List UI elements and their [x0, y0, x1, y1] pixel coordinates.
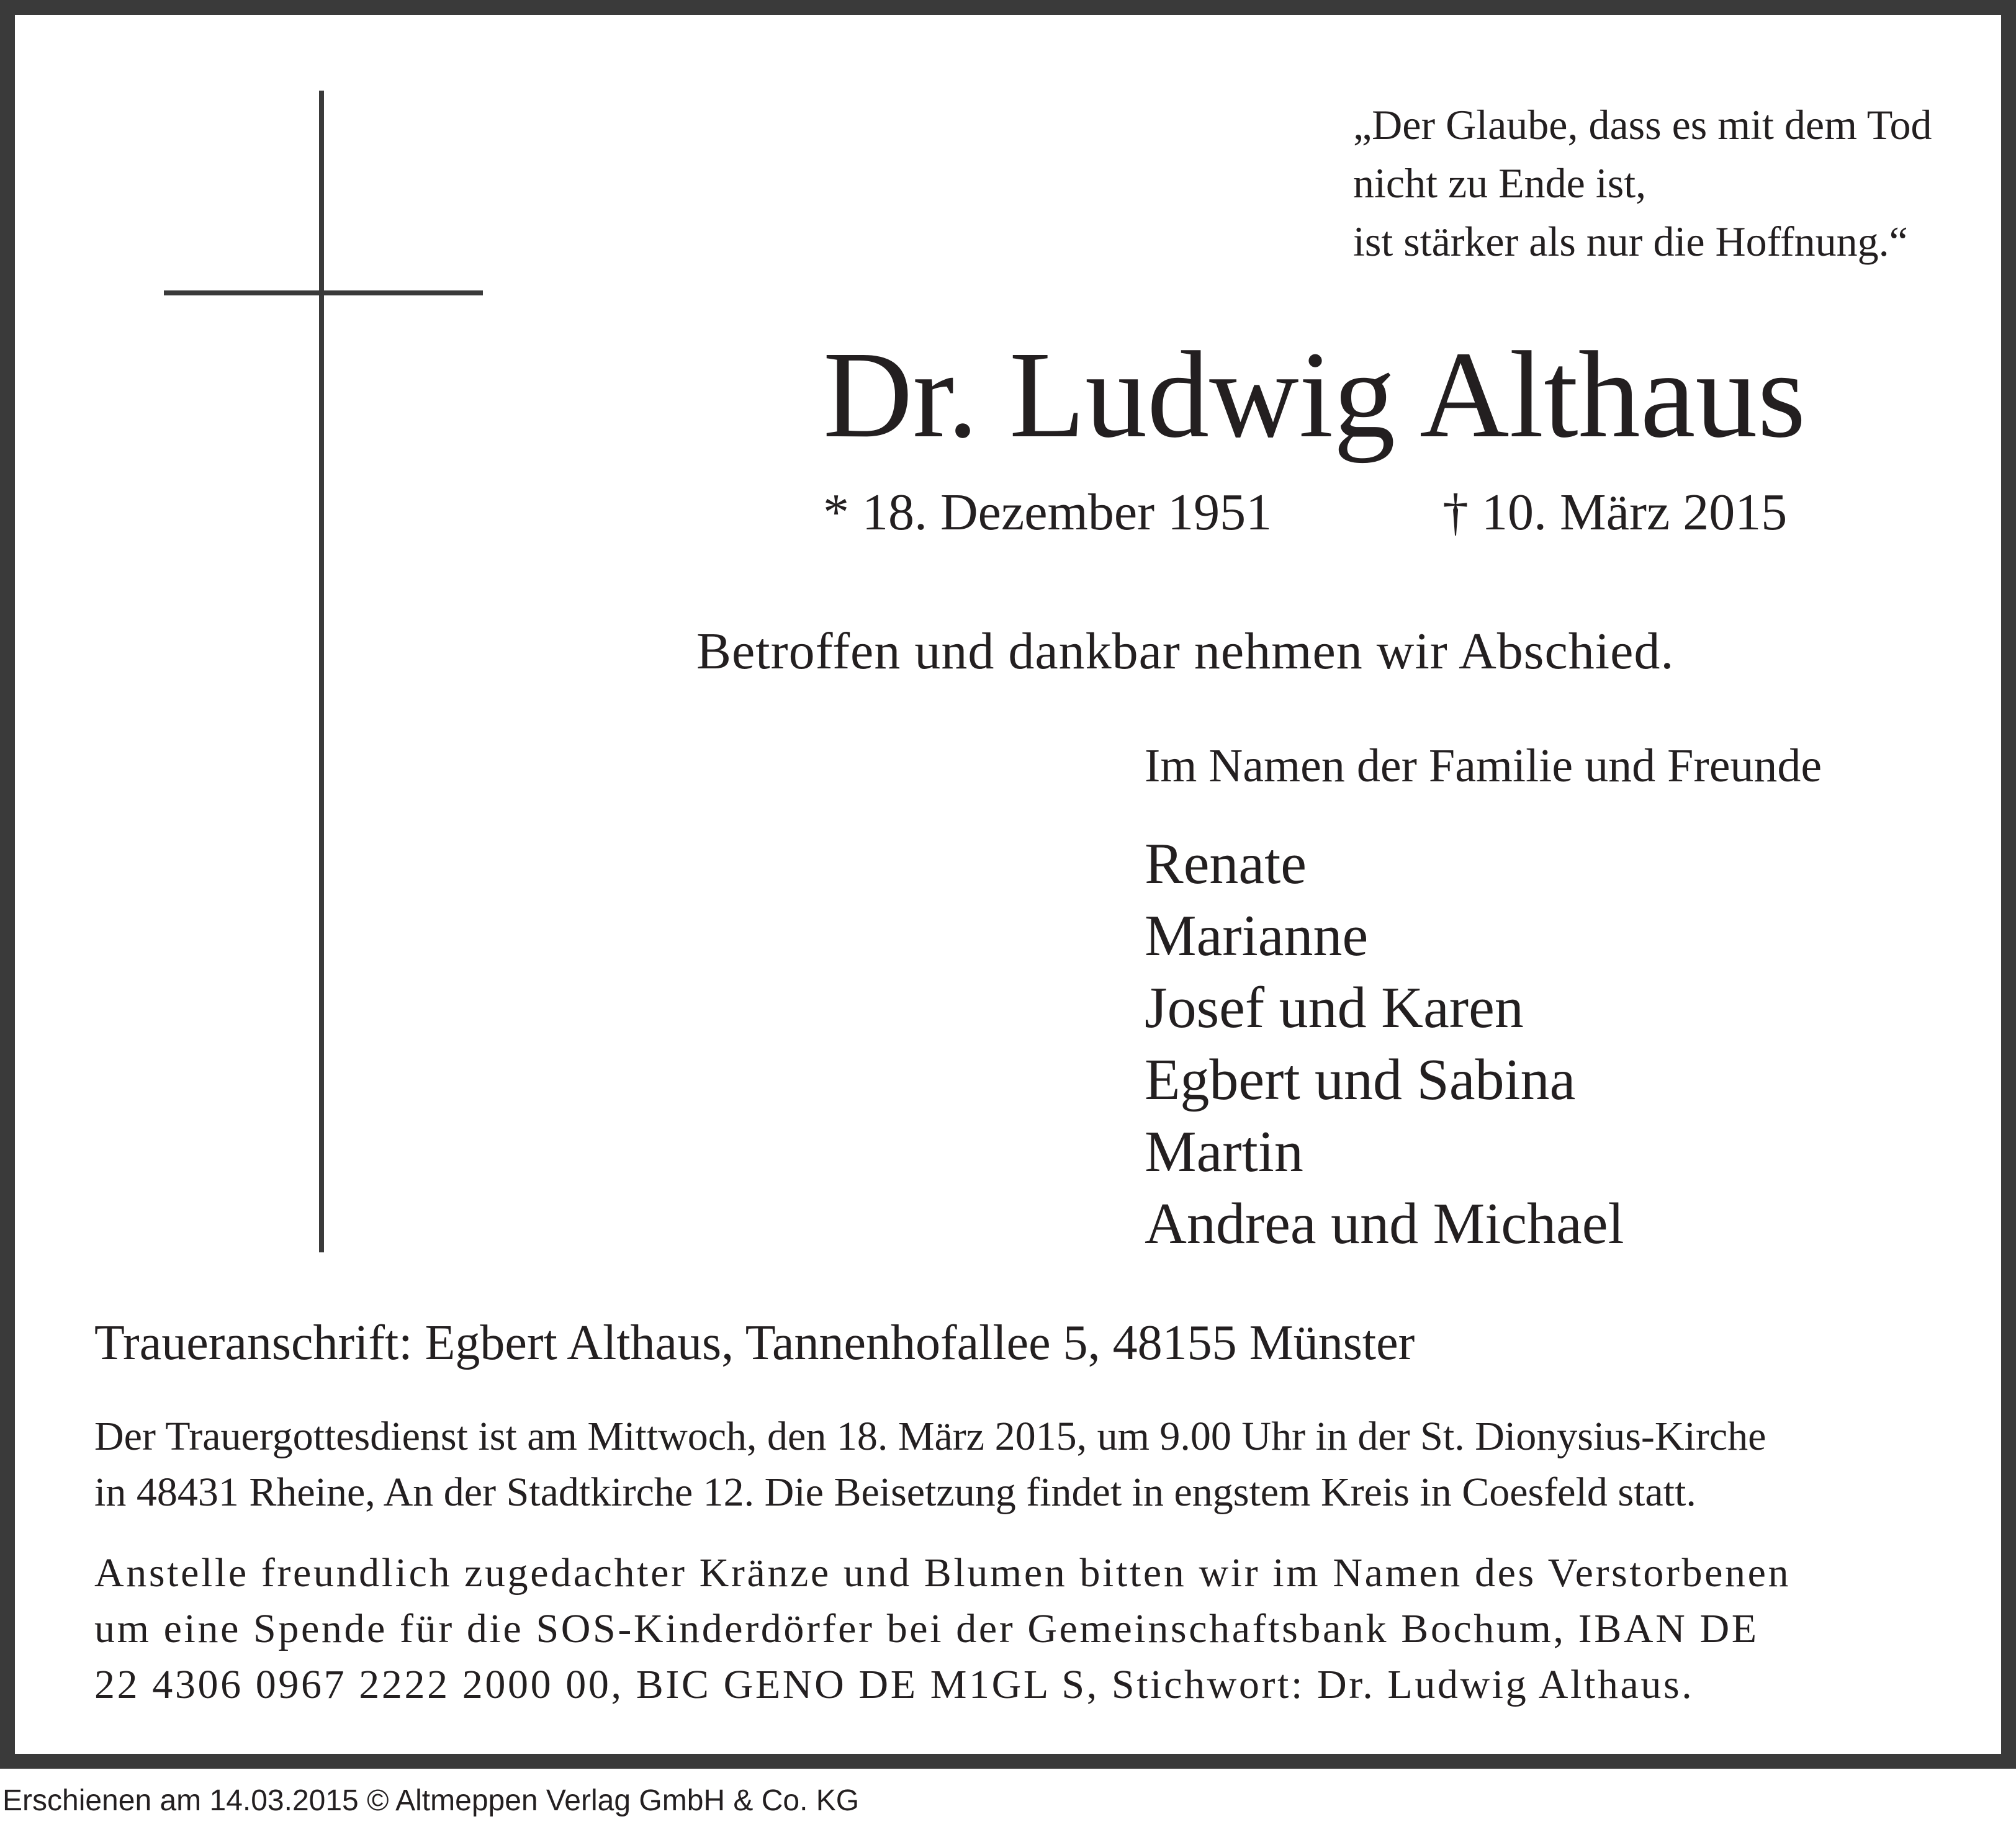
deceased-name: Dr. Ludwig Althaus	[823, 326, 1806, 464]
donation-line: 22 4306 0967 2222 2000 00, BIC GENO DE M1GL S, Stichwort: Dr. Ludwig Althaus.	[94, 1662, 1694, 1707]
quote-line: nicht zu Ende ist,	[1353, 159, 1647, 207]
quote-line: „Der Glaube, dass es mit dem Tod	[1353, 101, 1932, 148]
donation-line: um eine Spende für die SOS-Kinderdörfer bei der Gemeinschaftsbank Bochum, IBAN DE	[94, 1606, 1759, 1651]
mourner-name: Andrea und Michael	[1145, 1192, 1624, 1256]
mourning-address: Traueranschrift: Egbert Althaus, Tannenhofallee 5, 48155 Münster	[94, 1316, 1415, 1370]
donation-info	[94, 1545, 1791, 1713]
farewell-text: Betroffen und dankbar nehmen wir Abschied.	[696, 622, 1675, 680]
service-line: in 48431 Rheine, An der Stadtkirche 12. Die Beisetzung findet in engstem Kreis in Coesfeld statt.	[94, 1470, 1696, 1515]
cross-icon-bar	[164, 290, 483, 295]
donation-line: Anstelle freundlich zugedachter Kränze und Blumen bitten wir im Namen des Verstorbenen	[94, 1550, 1791, 1596]
quote-line: ist stärker als nur die Hoffnung.“	[1353, 218, 1908, 265]
funeral-service-info	[94, 1409, 1766, 1520]
death-date: † 10. März 2015	[1442, 483, 1788, 541]
birth-date: * 18. Dezember 1951	[823, 483, 1272, 541]
mourner-name: Martin	[1145, 1120, 1303, 1184]
service-line: Der Trauergottesdienst ist am Mittwoch, den 18. März 2015, um 9.00 Uhr in der St. Dionysius-Kirche	[94, 1414, 1766, 1459]
quote	[1353, 96, 1932, 271]
mourner-name: Marianne	[1145, 904, 1369, 968]
mourner-name: Egbert und Sabina	[1145, 1048, 1576, 1112]
mourner-name: Renate	[1145, 832, 1307, 896]
mourners-list	[1145, 828, 1624, 1260]
publication-footer: Erschienen am 14.03.2015 © Altmeppen Verlag GmbH & Co. KG	[2, 1784, 860, 1817]
mourners-heading: Im Namen der Familie und Freunde	[1145, 740, 1822, 792]
cross-icon	[319, 91, 324, 1252]
mourner-name: Josef und Karen	[1145, 976, 1524, 1040]
